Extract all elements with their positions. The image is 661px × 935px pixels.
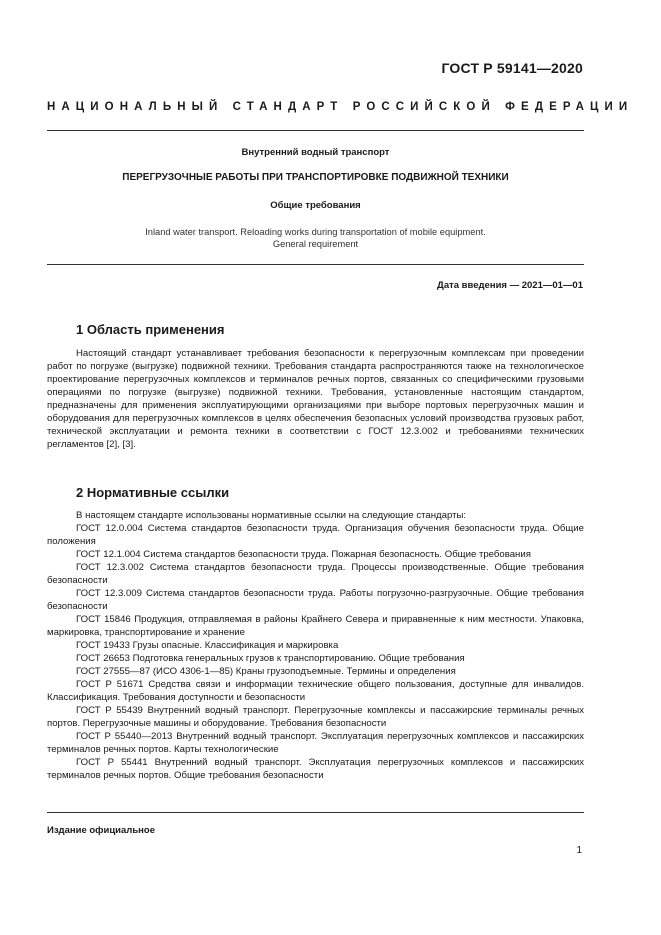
section2-body bbox=[47, 509, 584, 782]
references-intro: В настоящем стандарте использованы нормативные ссылки на следующие стандарты: bbox=[76, 510, 467, 521]
section1-heading: 1 Область применения bbox=[76, 322, 225, 337]
section1-body bbox=[47, 347, 584, 451]
introduction-date: Дата введения — 2021—01—01 bbox=[437, 280, 583, 291]
english-title-line2: General requirement bbox=[272, 239, 359, 249]
reference-item: ГОСТ 12.3.002 Система стандартов безопасности труда. Процессы производственные. Общие требования безопасности bbox=[47, 562, 584, 586]
standard-number: ГОСТ Р 59141—2020 bbox=[441, 60, 583, 76]
reference-item: ГОСТ 12.1.004 Система стандартов безопасности труда. Пожарная безопасность. Общие требования bbox=[76, 549, 531, 560]
reference-item: ГОСТ Р 55439 Внутренний водный транспорт. Перегрузочные комплексы и пассажирские терминалы речных портов. Перегрузочные машины и оборудование. Требования безопасности bbox=[47, 705, 584, 729]
document-subtitle: Общие требования bbox=[270, 200, 361, 211]
reference-item: ГОСТ 19433 Грузы опасные. Классификация и маркировка bbox=[76, 640, 339, 651]
page-number: 1 bbox=[576, 845, 582, 856]
reference-item: ГОСТ 27555—87 (ИСО 4306-1—85) Краны грузоподъемные. Термины и определения bbox=[76, 666, 456, 677]
official-edition-label: Издание официальное bbox=[47, 825, 155, 836]
reference-item: ГОСТ 15846 Продукция, отправляемая в районы Крайнего Севера и приравненные к ним местности. Упаковка, маркировка, транспортирование и хранение bbox=[47, 614, 584, 638]
reference-item: ГОСТ Р 55441 Внутренний водный транспорт. Эксплуатация перегрузочных комплексов и пассажирских терминалов речных портов. Общие требования безопасности bbox=[47, 757, 584, 781]
section1-paragraph: Настоящий стандарт устанавливает требования безопасности к перегрузочным комплексам при проведении работ по погрузке (выгрузке) подвижной техники. Требования стандарта распространяются также на технологическое проектирование перегрузочных комплексов и терминалов речных портов, связанных со специфическими грузовыми операциями по погрузке (выгрузке) подвижной техники. Требования, установленные настоящим стандартом, предназначены для применения эксплуатирующими организациями при выборе портовых перегрузочных машин и оборудования для перегрузочных комплексов в целях обеспечения безопасных условий производства грузовых работ, технической эксплуатации и ремонта техники в соответствии с ГОСТ 12.3.002 и требованиями технических регламентов [2], [3]. bbox=[47, 348, 584, 450]
document-category: Внутренний водный транспорт bbox=[241, 147, 390, 158]
reference-item: ГОСТ Р 51671 Средства связи и информации технические общего пользования, доступные для инвалидов. Классификация. Требования доступности и безопасности bbox=[47, 679, 584, 703]
document-title: ПЕРЕГРУЗОЧНЫЕ РАБОТЫ ПРИ ТРАНСПОРТИРОВКЕ ПОДВИЖНОЙ ТЕХНИКИ bbox=[122, 172, 509, 183]
section2-heading: 2 Нормативные ссылки bbox=[76, 485, 230, 500]
reference-item: ГОСТ Р 55440—2013 Внутренний водный транспорт. Эксплуатация перегрузочных комплексов и пассажирских терминалов речных портов. Карты технологические bbox=[47, 731, 584, 755]
title-divider bbox=[47, 264, 584, 265]
top-divider bbox=[47, 130, 584, 131]
reference-item: ГОСТ 12.3.009 Система стандартов безопасности труда. Работы погрузочно-разгрузочные. Общие требования безопасности bbox=[47, 588, 584, 612]
national-standard-banner: НАЦИОНАЛЬНЫЙ СТАНДАРТ РОССИЙСКОЙ ФЕДЕРАЦИИ bbox=[47, 101, 634, 113]
reference-item: ГОСТ 12.0.004 Система стандартов безопасности труда. Организация обучения безопасности труда. Общие положения bbox=[47, 523, 584, 547]
english-title bbox=[47, 226, 584, 250]
reference-item: ГОСТ 26653 Подготовка генеральных грузов к транспортированию. Общие требования bbox=[76, 653, 465, 664]
footer-divider bbox=[47, 812, 584, 813]
english-title-line1: Inland water transport. Reloading works during transportation of mobile equipment. bbox=[145, 227, 486, 237]
